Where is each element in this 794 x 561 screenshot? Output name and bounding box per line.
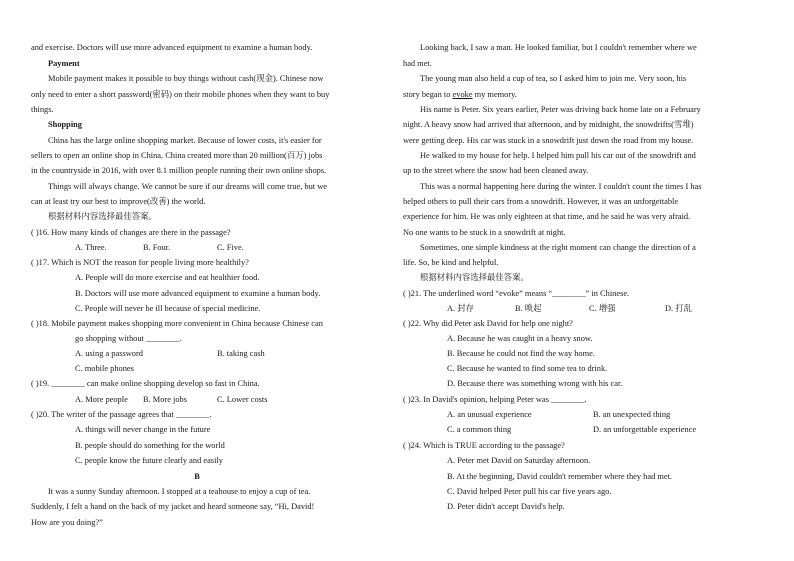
text-line: Suddenly, I felt a hand on the back of my jacket and heard someone say, “Hi, David! (31, 502, 315, 511)
underlined-word-evoke: evoke (452, 90, 473, 99)
option-a: A. Three. (75, 243, 107, 252)
option-c: C. Five. (217, 243, 244, 252)
text-line: helped others to pull their cars from a snowdrift. However, it was an unforgettable (403, 197, 679, 206)
text-line: Mobile payment makes it possible to buy things without cash(现金). Chinese now (48, 74, 324, 83)
option-b: B. 唤起 (515, 304, 542, 313)
question-21: ( )21. The underlined word “evoke” means “________” in Chinese. (403, 289, 630, 298)
option-b: B. Doctors will use more advanced equipment to examine a human body. (75, 289, 321, 298)
question-19: ( )19. ________ can make online shopping develop so fast in China. (31, 379, 260, 388)
text-line: experience for him. He was only eighteen at that time, and he said he was very afraid. (403, 212, 691, 221)
text-line: life. So, be kind and helpful. (403, 258, 499, 267)
option-b: B. taking cash (217, 349, 265, 358)
text-line (403, 89, 735, 101)
text-line: Looking back, I saw a man. He looked familiar, but I couldn't remember where we (420, 43, 697, 52)
option-c: C. Lower costs (217, 395, 268, 404)
text-line: How are you doing?” (31, 518, 103, 527)
instruction: 根据材料内容选择最佳答案。 (48, 212, 157, 221)
option-a: A. an unusual experience (447, 410, 532, 419)
text-line: He walked to my house for help. I helped him pull his car out of the snowdrift and (420, 151, 696, 160)
question-22: ( )22. Why did Peter ask David for help one night? (403, 319, 573, 328)
question-18: ( )18. Mobile payment makes shopping more convenient in China because Chinese can (31, 319, 323, 328)
instruction: 根据材料内容选择最佳答案。 (420, 273, 529, 282)
option-c: C. mobile phones (75, 364, 134, 373)
text-line: things. (31, 105, 54, 114)
text-line: Sometimes, one simple kindness at the right moment can change the direction of a (420, 243, 696, 252)
option-a: A. More people (75, 395, 128, 404)
text-line: Things will always change. We cannot be sure if our dreams will come true, but we (48, 182, 327, 191)
option-a: A. things will never change in the future (75, 425, 211, 434)
text-line: in the countryside in 2016, with over 8.1 million people running their own online shops. (31, 166, 327, 175)
option-d: D. an unforgettable experience (593, 425, 697, 434)
text-line: had met. (403, 59, 432, 68)
text-line: This was a normal happening here during the winter. I couldn't count the times I has (420, 182, 702, 191)
text-line: It was a sunny Sunday afternoon. I stopped at a teahouse to enjoy a cup of tea. (48, 487, 311, 496)
option-c: C. a common thing (447, 425, 512, 434)
option-d: D. Because there was something wrong with his car. (447, 379, 623, 388)
text-segment: story began to (403, 90, 453, 99)
option-a: A. Peter met David on Saturday afternoon. (447, 456, 591, 465)
text-line: The young man also held a cup of tea, so I asked him to join me. Very soon, his (420, 74, 687, 83)
text-line: only need to enter a short password(密码) on their mobile phones when they want to buy (31, 90, 330, 99)
subheading-payment: Payment (48, 59, 80, 68)
option-a: A. People will do more exercise and eat healthier food. (75, 273, 260, 282)
subheading-shopping: Shopping (48, 120, 82, 129)
option-b: B. people should do something for the world (75, 441, 225, 450)
text-line: up to the street where the snow had been cleaned away. (403, 166, 589, 175)
option-b: B. Because he could not find the way home. (447, 349, 595, 358)
section-b-heading: B (194, 472, 200, 481)
question-16: ( )16. How many kinds of changes are there in the passage? (31, 228, 231, 237)
option-c: C. David helped Peter pull his car five years ago. (447, 487, 612, 496)
option-c: C. people know the future clearly and easily (75, 456, 223, 465)
question-23: ( )23. In David's opinion, helping Peter was ________. (403, 395, 587, 404)
option-d: D. 打乱 (665, 304, 692, 313)
option-c: C. People will never be ill because of special medicine. (75, 304, 261, 313)
text-line: No one wants to be stuck in a snowdrift at night. (403, 228, 566, 237)
option-b: B. Four. (143, 243, 171, 252)
text-line: sellers to open an online shop in China. China created more than 20 million(百万) jobs (31, 151, 323, 160)
text-line: were getting deep. His car was stuck in a snowdrift just down the road from my house. (403, 136, 694, 145)
option-a: A. Because he was caught in a heavy snow. (447, 334, 593, 343)
option-b: B. More jobs (143, 395, 187, 404)
text-line: night. A heavy snow had arrived that afternoon, and by midnight, the snowdrifts(雪堆) (403, 120, 694, 129)
question-20: ( )20. The writer of the passage agrees that ________. (31, 410, 212, 419)
text-line: His name is Peter. Six years earlier, Peter was driving back home late on a February (420, 105, 701, 114)
option-a: A. using a password (75, 349, 143, 358)
text-line: and exercise. Doctors will use more advanced equipment to examine a human body. (31, 43, 313, 52)
text-line: China has the large online shopping market. Because of lower costs, it's easier for (48, 136, 322, 145)
question-17: ( )17. Which is NOT the reason for people living more healthily? (31, 258, 249, 267)
text-segment: my memory. (472, 90, 517, 99)
option-a: A. 封存 (447, 304, 474, 313)
option-b: B. an unexpected thing (593, 410, 671, 419)
option-c: C. 增强 (589, 304, 616, 313)
option-b: B. At the beginning, David couldn't remember where they had met. (447, 472, 673, 481)
text-line: can at least try our best to improve(改善) the world. (31, 197, 206, 206)
option-c: C. Because he wanted to find some tea to drink. (447, 364, 608, 373)
question-18-cont: go shopping without ________. (75, 334, 182, 343)
option-d: D. Peter didn't accept David's help. (447, 502, 565, 511)
question-24: ( )24. Which is TRUE according to the passage? (403, 441, 565, 450)
